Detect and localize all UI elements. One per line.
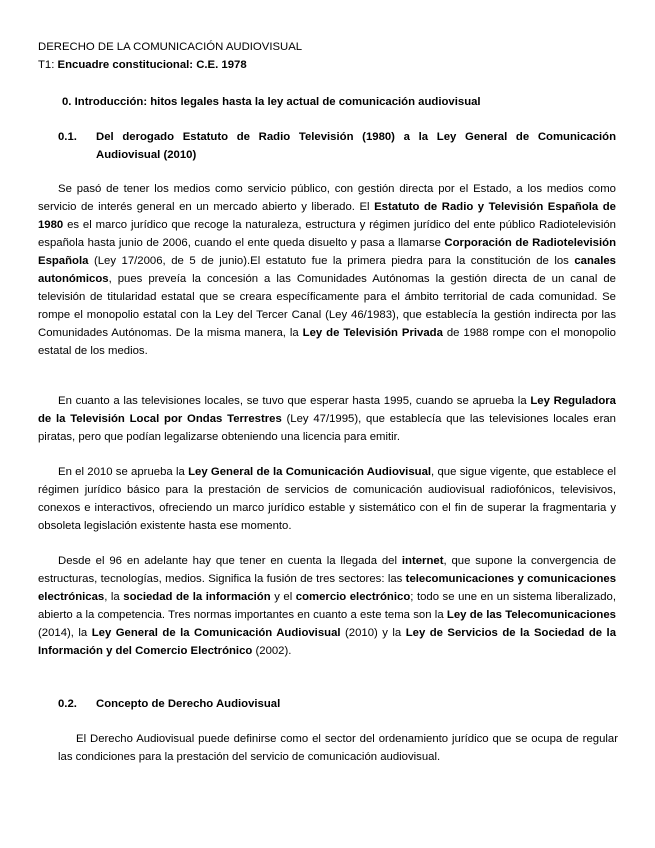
bold-run: Estatuto de Radio y Televisión Española de 1980: [38, 201, 616, 231]
text-run: (Ley 17/2006, de 5 de junio).El estatuto fue la primera piedra para la constitución de los: [88, 255, 575, 267]
text-run: Desde el 96 en adelante hay que tener en cuenta la llegada del: [58, 555, 402, 567]
text-run: , la: [104, 591, 124, 603]
bold-run: Corporación de Radiotelevisión Española: [38, 237, 616, 267]
bold-run: comercio electrónico: [295, 591, 411, 603]
bold-run: Ley de las Telecomunicaciones: [446, 609, 616, 621]
bold-run: canales autonómicos: [38, 255, 616, 285]
bold-run: Ley de Servicios de la Sociedad de la Información y del Comercio Electrónico: [38, 627, 617, 657]
text-run: es el marco jurídico que recoge la naturaleza, estructura y régimen jurídico del ente público Radiotelevisión española hasta junio de 2006, cuando el ente queda disuelto y pasa a llamarse: [38, 219, 616, 249]
text-run: Se pasó de tener los medios como servicio público, con gestión directa por el Estado, a los medios como servicio de interés general en un mercado abierto y liberado. El: [38, 183, 616, 213]
paragraph-3: [38, 463, 616, 535]
text-run: (2010) y la: [340, 627, 406, 639]
paragraph-2: [38, 392, 616, 446]
section-0-1-number: 0.1.: [58, 131, 77, 143]
document-subject: DERECHO DE LA COMUNICACIÓN AUDIOVISUAL: [38, 41, 303, 53]
section-0-number: 0.: [62, 96, 72, 108]
paragraph-5: [58, 730, 618, 766]
text-run: , que supone la convergencia de estructuras, tecnologías, medios. Significa la fusión de tres sectores: las: [38, 555, 617, 585]
section-0-2-number: 0.2.: [58, 698, 77, 710]
text-run: de 1988 rompe con el monopolio estatal de los medios.: [38, 327, 616, 357]
text-run: (2002).: [252, 645, 292, 657]
document-topic: [38, 56, 618, 74]
bold-run: sociedad de la información: [123, 591, 271, 603]
paragraph-4: [38, 552, 616, 660]
section-0-2-heading: [58, 695, 618, 713]
text-run: , que sigue vigente, que establece el régimen jurídico básico para la prestación de servicios de comunicación audiovisual radiofónicos, televisivos, conexos e interactivos, ofreciendo un marco jurídico estable y sistemático con el fin de superar la fragmentaria y obsoleta legislación existente hasta ese momento.: [38, 466, 616, 532]
bold-run: Ley de Televisión Privada: [302, 327, 443, 339]
text-run: y el: [270, 591, 296, 603]
paragraph-1: [38, 180, 616, 360]
topic-title: Encuadre constitucional: C.E. 1978: [57, 59, 247, 71]
bold-run: internet: [401, 555, 444, 567]
bold-run: Ley Reguladora de la Televisión Local por Ondas Terrestres: [38, 395, 616, 425]
section-0-1-title: Del derogado Estatuto de Radio Televisión (1980) a la Ley General de Comunicación Audiovisual (2010): [96, 131, 616, 161]
text-run: En cuanto a las televisiones locales, se tuvo que esperar hasta 1995, cuando se aprueba la: [58, 395, 531, 407]
section-0-1-heading: [58, 128, 618, 164]
text-run: (Ley 47/1995), que establecía que las televisiones locales eran piratas, pero que podían legalizarse obteniendo una licencia para emitir.: [38, 413, 616, 443]
topic-prefix: T1:: [38, 59, 58, 71]
bold-run: Ley General de la Comunicación Audiovisual: [188, 466, 432, 478]
bold-run: Ley General de la Comunicación Audiovisual: [91, 627, 341, 639]
section-0-heading: [62, 93, 481, 111]
section-0-title: Introducción: hitos legales hasta la ley actual de comunicación audiovisual: [74, 96, 481, 108]
text-run: , pues preveía la concesión a las Comunidades Autónomas la gestión directa de un canal de televisión de titularidad estatal que se creara específicamente para el ámbito territorial de cada comunidad. Se rompe el monopolio estatal con la Ley del Tercer Canal (Ley 46/1983), que establecía la gestión indirecta por las Comunidades Autónomas. De la misma manera, la: [38, 273, 616, 339]
text-run: ; todo se une en un sistema liberalizado, abierto a la competencia. Tres normas importantes en cuanto a este tema son la: [38, 591, 616, 621]
bold-run: telecomunicaciones y comunicaciones electrónicas: [38, 573, 617, 603]
text-run: En el 2010 se aprueba la: [58, 466, 189, 478]
section-0-2-title: Concepto de Derecho Audiovisual: [96, 698, 281, 710]
text-run: (2014), la: [38, 627, 92, 639]
text-run: El Derecho Audiovisual puede definirse como el sector del ordenamiento jurídico que se ocupa de regular las condiciones para la prestación del servicio de comunicación audiovisual.: [58, 733, 618, 763]
